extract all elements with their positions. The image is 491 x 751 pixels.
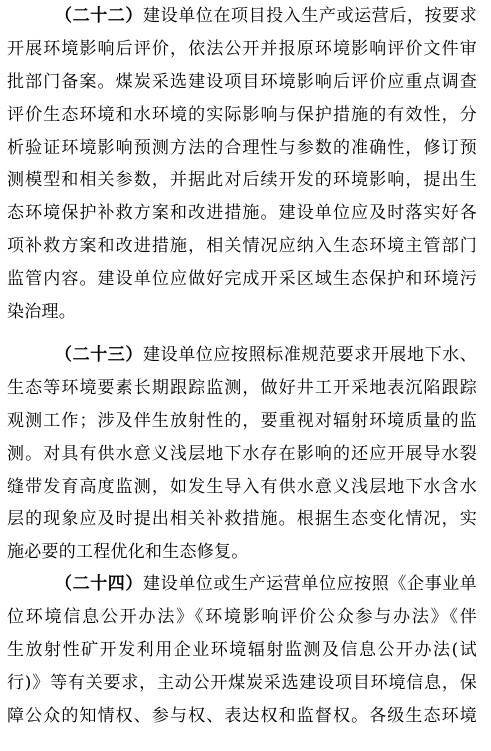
- paragraph-line: 层的现象应及时提出相关补救措施。根据生态变化情况，实: [7, 509, 477, 530]
- paragraph-line: 析验证环境影响预测方法的合理性与参数的准确性，修订预: [7, 137, 477, 158]
- paragraph-24: [7, 568, 477, 732]
- paragraph-line: 位环境信息公开办法》《环境影响评价公众参与办法》《伴: [7, 606, 477, 627]
- paragraph-line: 开展环境影响后评价，依法公开并报原环境影响评价文件审: [7, 38, 477, 59]
- paragraph-line: 项补救方案和改进措施，相关情况应纳入生态环境主管部门: [7, 236, 477, 257]
- paragraph-line: 障公众的知情权、参与权、表达权和监督权。各级生态环境: [7, 705, 477, 726]
- paragraph-line: 缝带发育高度监测，如发生导入有供水意义浅层地下水含水: [7, 476, 477, 497]
- paragraph-line: （二十二）建设单位在项目投入生产或运营后，按要求: [55, 6, 477, 26]
- clause-number: （二十二）: [55, 6, 143, 26]
- paragraph-line: 生态等环境要素长期跟踪监测，做好井工开采地表沉陷跟踪: [7, 377, 477, 398]
- paragraph-23: [7, 339, 477, 569]
- paragraph-line: 行)》等有关要求，主动公开煤炭采选建设项目环境信息，保: [7, 672, 477, 693]
- clause-number: （二十四）: [55, 574, 143, 594]
- paragraph-line: （二十三）建设单位应按照标准规范要求开展地下水、: [55, 345, 477, 365]
- paragraph-line: 施必要的工程优化和生态修复。: [7, 542, 249, 563]
- paragraph-line: 测模型和相关参数，并据此对后续开发的环境影响，提出生: [7, 170, 477, 191]
- paragraph-line: 生放射性矿开发利用企业环境辐射监测及信息公开办法(试: [7, 639, 477, 660]
- paragraph-line: 评价生态环境和水环境的实际影响与保护措施的有效性，分: [7, 104, 477, 125]
- paragraph-22: [7, 0, 477, 329]
- clause-number: （二十三）: [55, 345, 143, 365]
- paragraph-line: 态环境保护补救方案和改进措施。建设单位应及时落实好各: [7, 203, 477, 224]
- paragraph-line: 观测工作；涉及伴生放射性的，要重视对辐射环境质量的监: [7, 410, 477, 431]
- paragraph-line: 测。对具有供水意义浅层地下水存在影响的还应开展导水裂: [7, 443, 477, 464]
- paragraph-line: 监管内容。建设单位应做好完成开采区域生态保护和环境污: [7, 269, 477, 290]
- paragraph-line: （二十四）建设单位或生产运营单位应按照《企事业单: [55, 574, 477, 594]
- paragraph-line: 批部门备案。煤炭采选建设项目环境影响后评价应重点调查: [7, 71, 477, 92]
- paragraph-line: 染治理。: [7, 302, 76, 323]
